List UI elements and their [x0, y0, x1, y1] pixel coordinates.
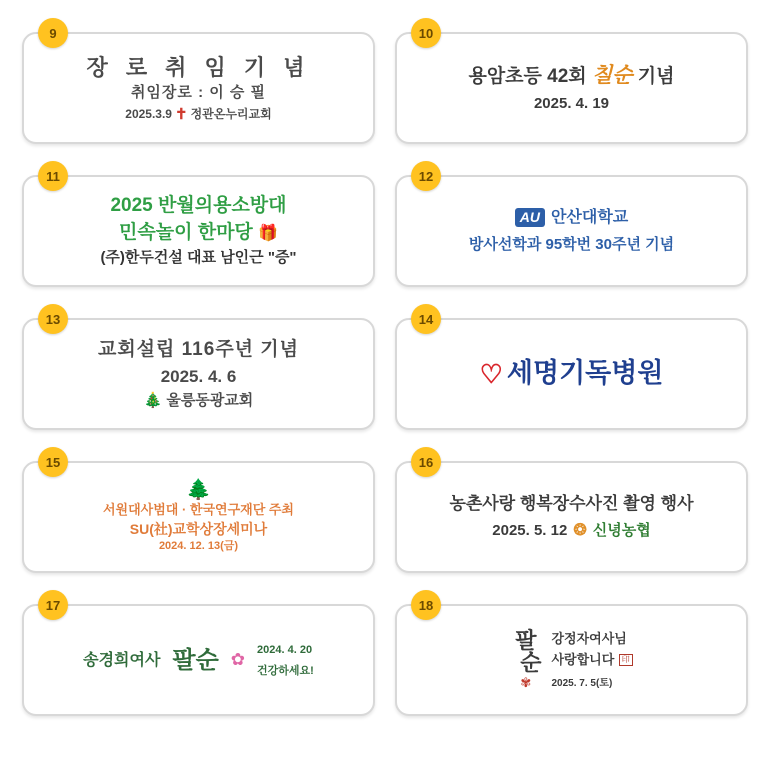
stamp-cell-10 [395, 18, 748, 153]
stamp-content-18 [397, 628, 746, 693]
stamp-line-footer: (주)한두건설 대표 남인근 "증" [100, 248, 297, 266]
stamp-line-subtitle: 취임장로 : 이 승 필 [130, 84, 267, 102]
stamp-date: 2025. 7. 5(토) [551, 677, 613, 689]
stamp-card-15[interactable] [22, 461, 375, 573]
stamp-content-10 [397, 62, 746, 114]
stamp-card-16[interactable] [395, 461, 748, 573]
stamp-line-subtitle: 방사선학과 95학번 30주년 기념 [468, 235, 675, 253]
church-tree-icon: 🎄 [143, 391, 163, 409]
lucky-pouch-icon: 🎁 [258, 225, 278, 243]
seal-icon: 印 [619, 654, 633, 667]
stamp-cell-9 [22, 18, 375, 153]
stamp-line-title [405, 208, 738, 228]
stamp-number-badge: 18 [411, 590, 441, 620]
stamp-number-badge: 9 [38, 18, 68, 48]
stamp-cell-16 [395, 447, 748, 582]
stamp-title-part1: 용암초등 42회 [468, 66, 587, 88]
stamp-content-9 [24, 54, 373, 122]
stamp-line-footer [32, 392, 365, 411]
stamp-line-title: 농촌사랑 행복장수사진 촬영 행사 [449, 493, 694, 513]
stamp-card-14[interactable] [395, 318, 748, 430]
star-flower-icon: ✾ [520, 676, 532, 691]
stamp-line-title [405, 62, 738, 89]
stamp-org: 정관온누리교회 [190, 107, 272, 122]
stamp-grid [22, 18, 748, 725]
stamp-line-subtitle [32, 221, 365, 245]
au-logo-icon: AU [515, 208, 545, 228]
stamp-university-name: 안산대학교 [550, 208, 629, 226]
stamp-date: 2025.3.9 [125, 107, 172, 122]
stamp-org: 신녕농협 [592, 521, 651, 539]
stamp-content-13 [24, 338, 373, 411]
stamp-content-11 [24, 194, 373, 267]
pine-tree-icon: 🌲 [186, 479, 211, 502]
stamp-date: 2025. 4. 6 [160, 367, 237, 387]
stamp-org: 울릉동광교회 [166, 391, 254, 409]
stamp-card-17[interactable] [22, 604, 375, 716]
stamp-person-name: 강정자여사님 [551, 630, 627, 646]
stamp-occasion-char2: 순 [520, 650, 542, 676]
stamp-title-highlight: 칠순 [591, 62, 633, 88]
stamp-content-14 [397, 357, 746, 391]
stamp-subtitle-text: 민속놀이 한마당 [119, 222, 253, 244]
stamp-occasion-char1: 팔 [515, 628, 537, 654]
stamp-line-title: 교회설립 116주년 기념 [97, 338, 300, 360]
cross-icon: ✝ [174, 106, 188, 124]
stamp-message: 건강하세요! [257, 665, 314, 677]
stamp-cell-13 [22, 304, 375, 439]
stamp-line-footer [32, 107, 365, 122]
stamp-title-part2: 기념 [637, 66, 675, 88]
stamp-occasion-group [510, 630, 541, 690]
flower-icon: ✿ [230, 650, 246, 670]
stamp-line-title: 서원대사범대 · 한국연구재단 주최 [103, 502, 294, 518]
stamp-number-badge: 17 [38, 590, 68, 620]
stamp-number-badge: 13 [38, 304, 68, 334]
stamp-date: 2025. 4. 19 [533, 95, 610, 112]
stamp-message: 사랑합니다 [551, 652, 615, 668]
stamp-date: 2024. 12. 13(금) [158, 540, 239, 552]
heart-icon: ♡ [479, 359, 503, 389]
stamp-content-15 [24, 480, 373, 554]
stamp-number-badge: 16 [411, 447, 441, 477]
stamp-content-17 [24, 639, 373, 681]
stamp-note-group [257, 639, 314, 681]
stamp-card-11[interactable] [22, 175, 375, 287]
stamp-card-12[interactable] [395, 175, 748, 287]
stamp-person-name: 송경희여사 [83, 650, 161, 669]
stamp-number-badge: 14 [411, 304, 441, 334]
stamp-cell-17 [22, 590, 375, 725]
nonghyup-icon: ❂ [573, 522, 587, 540]
stamp-cell-18 [395, 590, 748, 725]
stamp-date: 2024. 4. 20 [257, 644, 313, 657]
stamp-cell-14 [395, 304, 748, 439]
stamp-card-10[interactable] [395, 32, 748, 144]
stamp-cell-12 [395, 161, 748, 296]
stamp-content-16 [397, 493, 746, 541]
stamp-cell-15 [22, 447, 375, 582]
stamp-message-group [552, 628, 633, 693]
stamp-number-badge: 11 [38, 161, 68, 191]
stamp-card-13[interactable] [22, 318, 375, 430]
stamp-line-title: 장 로 취 임 기 념 [86, 54, 311, 80]
stamp-occasion: 팔순 [172, 645, 219, 674]
stamp-number-badge: 15 [38, 447, 68, 477]
stamp-number-badge: 12 [411, 161, 441, 191]
stamp-line-footer [405, 521, 738, 541]
stamp-content-12 [397, 208, 746, 255]
stamp-line-title: 2025 반월의용소방대 [110, 195, 287, 217]
stamp-date: 2025. 5. 12 [492, 521, 568, 539]
stamp-number-badge: 10 [411, 18, 441, 48]
stamp-card-18[interactable] [395, 604, 748, 716]
stamp-line-subtitle: SU(社)교학상장세미나 [129, 520, 268, 537]
stamp-hospital-name: 세명기독병원 [506, 358, 664, 389]
stamp-card-9[interactable] [22, 32, 375, 144]
stamp-cell-11 [22, 161, 375, 296]
stamp-line-title [405, 357, 738, 391]
